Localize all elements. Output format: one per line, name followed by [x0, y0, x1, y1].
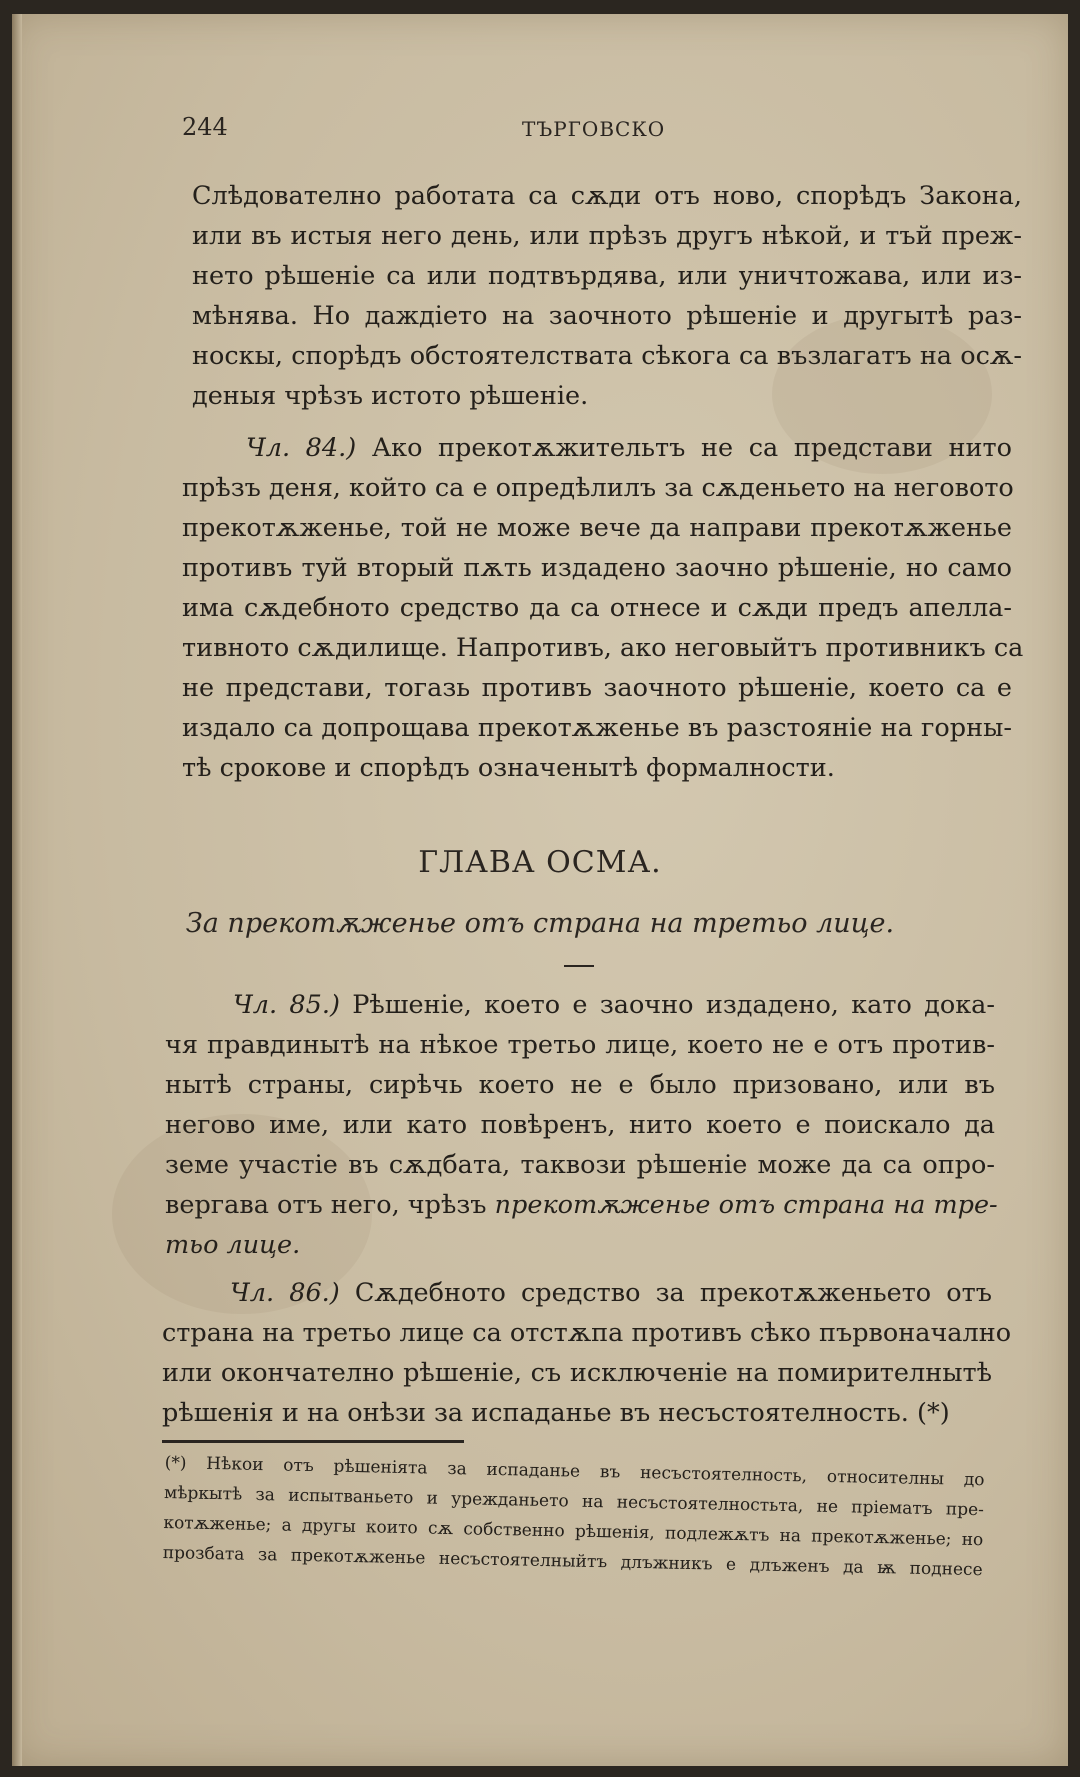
text-line: нытѣ страны, сирѣчь което не е было призовано, или въ [165, 1070, 995, 1100]
chapter-title: ГЛАВА ОСМА. [418, 845, 662, 880]
article-84 [182, 428, 1024, 788]
text-line: прекотѫженье, той не може вече да направи прекотѫженье [182, 513, 1012, 543]
article-text: Рѣшеніе, което е заочно издадено, като дока- [352, 990, 995, 1020]
divider [564, 965, 594, 967]
text-line: издало са допрощава прекотѫженье въ разстояніе на горны- [182, 713, 1012, 743]
article-text: Ако прекотѫжительтъ не са представи нито [371, 433, 1012, 463]
article-text: Сѫдебното средство за прекотѫженьето отъ [354, 1278, 992, 1308]
text-line: или въ истыя него день, или прѣзъ другъ нѣкой, и тъй преж- [192, 221, 1022, 251]
article-label: Чл. 86.) [230, 1278, 340, 1308]
page-number: 244 [182, 113, 228, 141]
text-line: Слѣдователно работата са сѫди отъ ново, спорѣдъ Закона, [192, 181, 1022, 211]
paragraph-continuation [192, 176, 1022, 416]
article-86 [162, 1273, 1012, 1433]
footnote-line: прозбата за прекотѫженье несъстоятелныйтъ длъжникъ е длъженъ да ѭ поднесе [162, 1542, 983, 1581]
italic-term: прекотѫженье отъ страна на тре- [494, 1190, 998, 1220]
running-title: ТЪРГОВСКО [522, 117, 666, 141]
page-header [182, 113, 1022, 153]
article-label: Чл. 84.) [246, 433, 357, 463]
text-line: рѣшенія и на онѣзи за испаданье въ несъстоятелность. (*) [162, 1398, 950, 1428]
article-first-line [182, 428, 1012, 468]
text-line: противъ туй вторый пѫть издадено заочно рѣшеніе, но само [182, 553, 1012, 583]
footnote-line: мѣркытѣ за испытваньето и урежданьето на несъстоятелностьта, не пріематъ пре- [163, 1482, 985, 1521]
footnote [162, 1448, 984, 1585]
text-line: носкы, спорѣдъ обстоятелствата сѣкога са възлагатъ на осѫ- [192, 341, 1022, 371]
text-line: деныя чрѣзъ истото рѣшеніе. [192, 381, 589, 411]
text-line: нето рѣшеніе са или подтвърдява, или уничтожава, или из- [192, 261, 1022, 291]
text-line: земе участіе въ сѫдбата, таквози рѣшеніе може да са опро- [165, 1150, 995, 1180]
text-line: или окончателно рѣшеніе, съ исключеніе на помирителнытѣ [162, 1358, 992, 1388]
article-first-line [165, 985, 995, 1025]
text-segment: вергава отъ него, чрѣзъ [165, 1190, 487, 1220]
footnote-divider [162, 1440, 464, 1443]
text-line: тивното сѫдилище. Напротивъ, ако неговыйтъ противникъ са [182, 633, 1024, 663]
page-edge [12, 14, 22, 1766]
chapter-subtitle: За прекотѫженье отъ страна на третьо лице. [185, 908, 895, 939]
text-line: прѣзъ деня, който са е опредѣлилъ за сѫденьето на неговото [182, 473, 1014, 503]
text-line: чя правдинытѣ на нѣкое третьо лице, което не е отъ против- [165, 1030, 995, 1060]
text-line: тѣ срокове и спорѣдъ означенытѣ формалности. [182, 753, 835, 783]
text-line: не представи, тогазь противъ заочното рѣшеніе, което са е [182, 673, 1012, 703]
italic-term: тьо лице. [165, 1230, 301, 1260]
article-85 [165, 985, 998, 1265]
text-line: негово име, или като повѣренъ, нито което е поискало да [165, 1110, 995, 1140]
article-first-line [162, 1273, 992, 1313]
text-line: мѣнява. Но даждіето на заочното рѣшеніе и другытѣ раз- [192, 301, 1022, 331]
text-line [165, 1185, 998, 1225]
footnote-line: (*) Нѣкои отъ рѣшеніята за испаданье въ несъстоятелность, относителны до [164, 1452, 985, 1491]
text-line: страна на третьо лице са отстѫпа противъ сѣко първоначално [162, 1318, 1012, 1348]
article-label: Чл. 85.) [233, 990, 340, 1020]
footnote-line: котѫженье; а другы които сѫ собственно рѣшенія, подлежѫтъ на прекотѫженье; но [163, 1512, 984, 1551]
text-line: има сѫдебното средство да са отнесе и сѫди предъ апелла- [182, 593, 1012, 623]
